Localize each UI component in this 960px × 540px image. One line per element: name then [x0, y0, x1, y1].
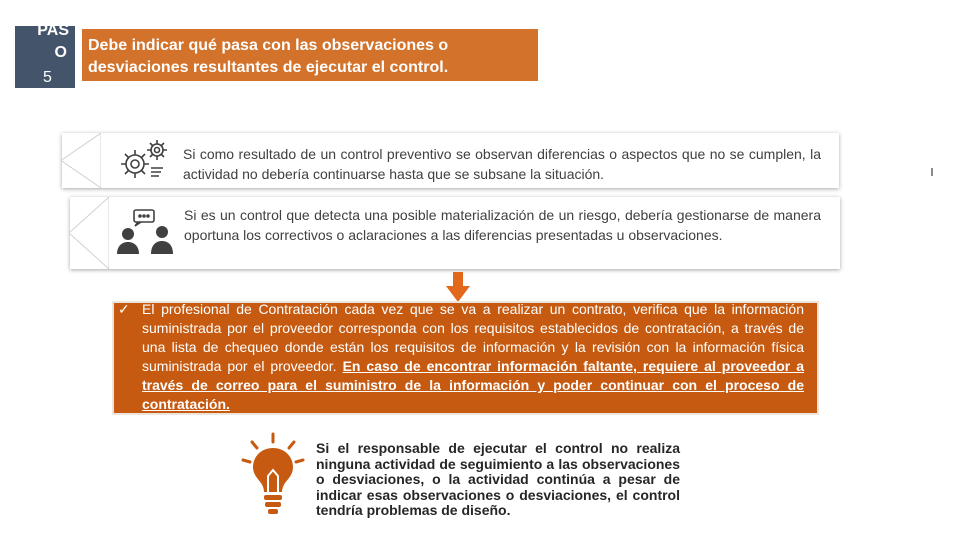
checkmark-icon: ✓ — [118, 303, 130, 317]
example-box — [114, 303, 817, 413]
step-title — [82, 29, 538, 81]
step-title-line1: Debe indicar qué pasa con las observaciones o — [88, 37, 449, 54]
arrow-down-icon — [446, 272, 470, 304]
step-number: 5 — [43, 69, 52, 86]
preventive-control-text: Si como resultado de un control preventivo se observan diferencias o aspectos que no se cumplen, la actividad no debería continuarse hasta que se subsane la situación. — [183, 146, 821, 182]
example-text-plain: El profesional de Contratación cada vez que se va a realizar un contrato, verifica que la información suministrada por el proveedor corresponda con los requisitos establecidos de contratación, a través de una lista de chequeo donde están los requisitos de información y la revisión con la información física suministrada por el proveedor. — [142, 303, 804, 374]
lightbulb-icon — [240, 432, 306, 516]
chevron-left-shape — [61, 133, 101, 188]
gears-icon — [117, 138, 173, 184]
conversation-icon — [114, 208, 176, 256]
chevron-left-shape — [69, 197, 109, 269]
step-badge — [15, 22, 75, 88]
step-label-line1: PAS — [37, 22, 69, 39]
preventive-control-card — [62, 133, 839, 188]
step-title-line2: desviaciones resultantes de ejecutar el control. — [88, 59, 449, 76]
step-label-line2: O — [54, 44, 67, 61]
example-text-underlined: En caso de encontrar información faltante, requiere al proveedor a través de correo para el suministro de la información y poder continuar con el proceso de contratación. — [142, 358, 805, 412]
detective-control-text: Si es un control que detecta una posible materialización de un riesgo, debería gestionarse de manera oportuna los correctivos o aclaraciones a las diferencias presentadas u observaciones. — [184, 207, 821, 243]
design-problem-note: Si el responsable de ejecutar el control no realiza ninguna actividad de seguimiento a las observaciones o desviaciones, o la actividad continúa a pesar de indicar esas observaciones o desviaciones, el control tendría problemas de diseño. — [316, 440, 680, 518]
example-text — [142, 303, 804, 413]
detective-control-card — [70, 197, 840, 269]
edge-mark — [931, 168, 933, 176]
